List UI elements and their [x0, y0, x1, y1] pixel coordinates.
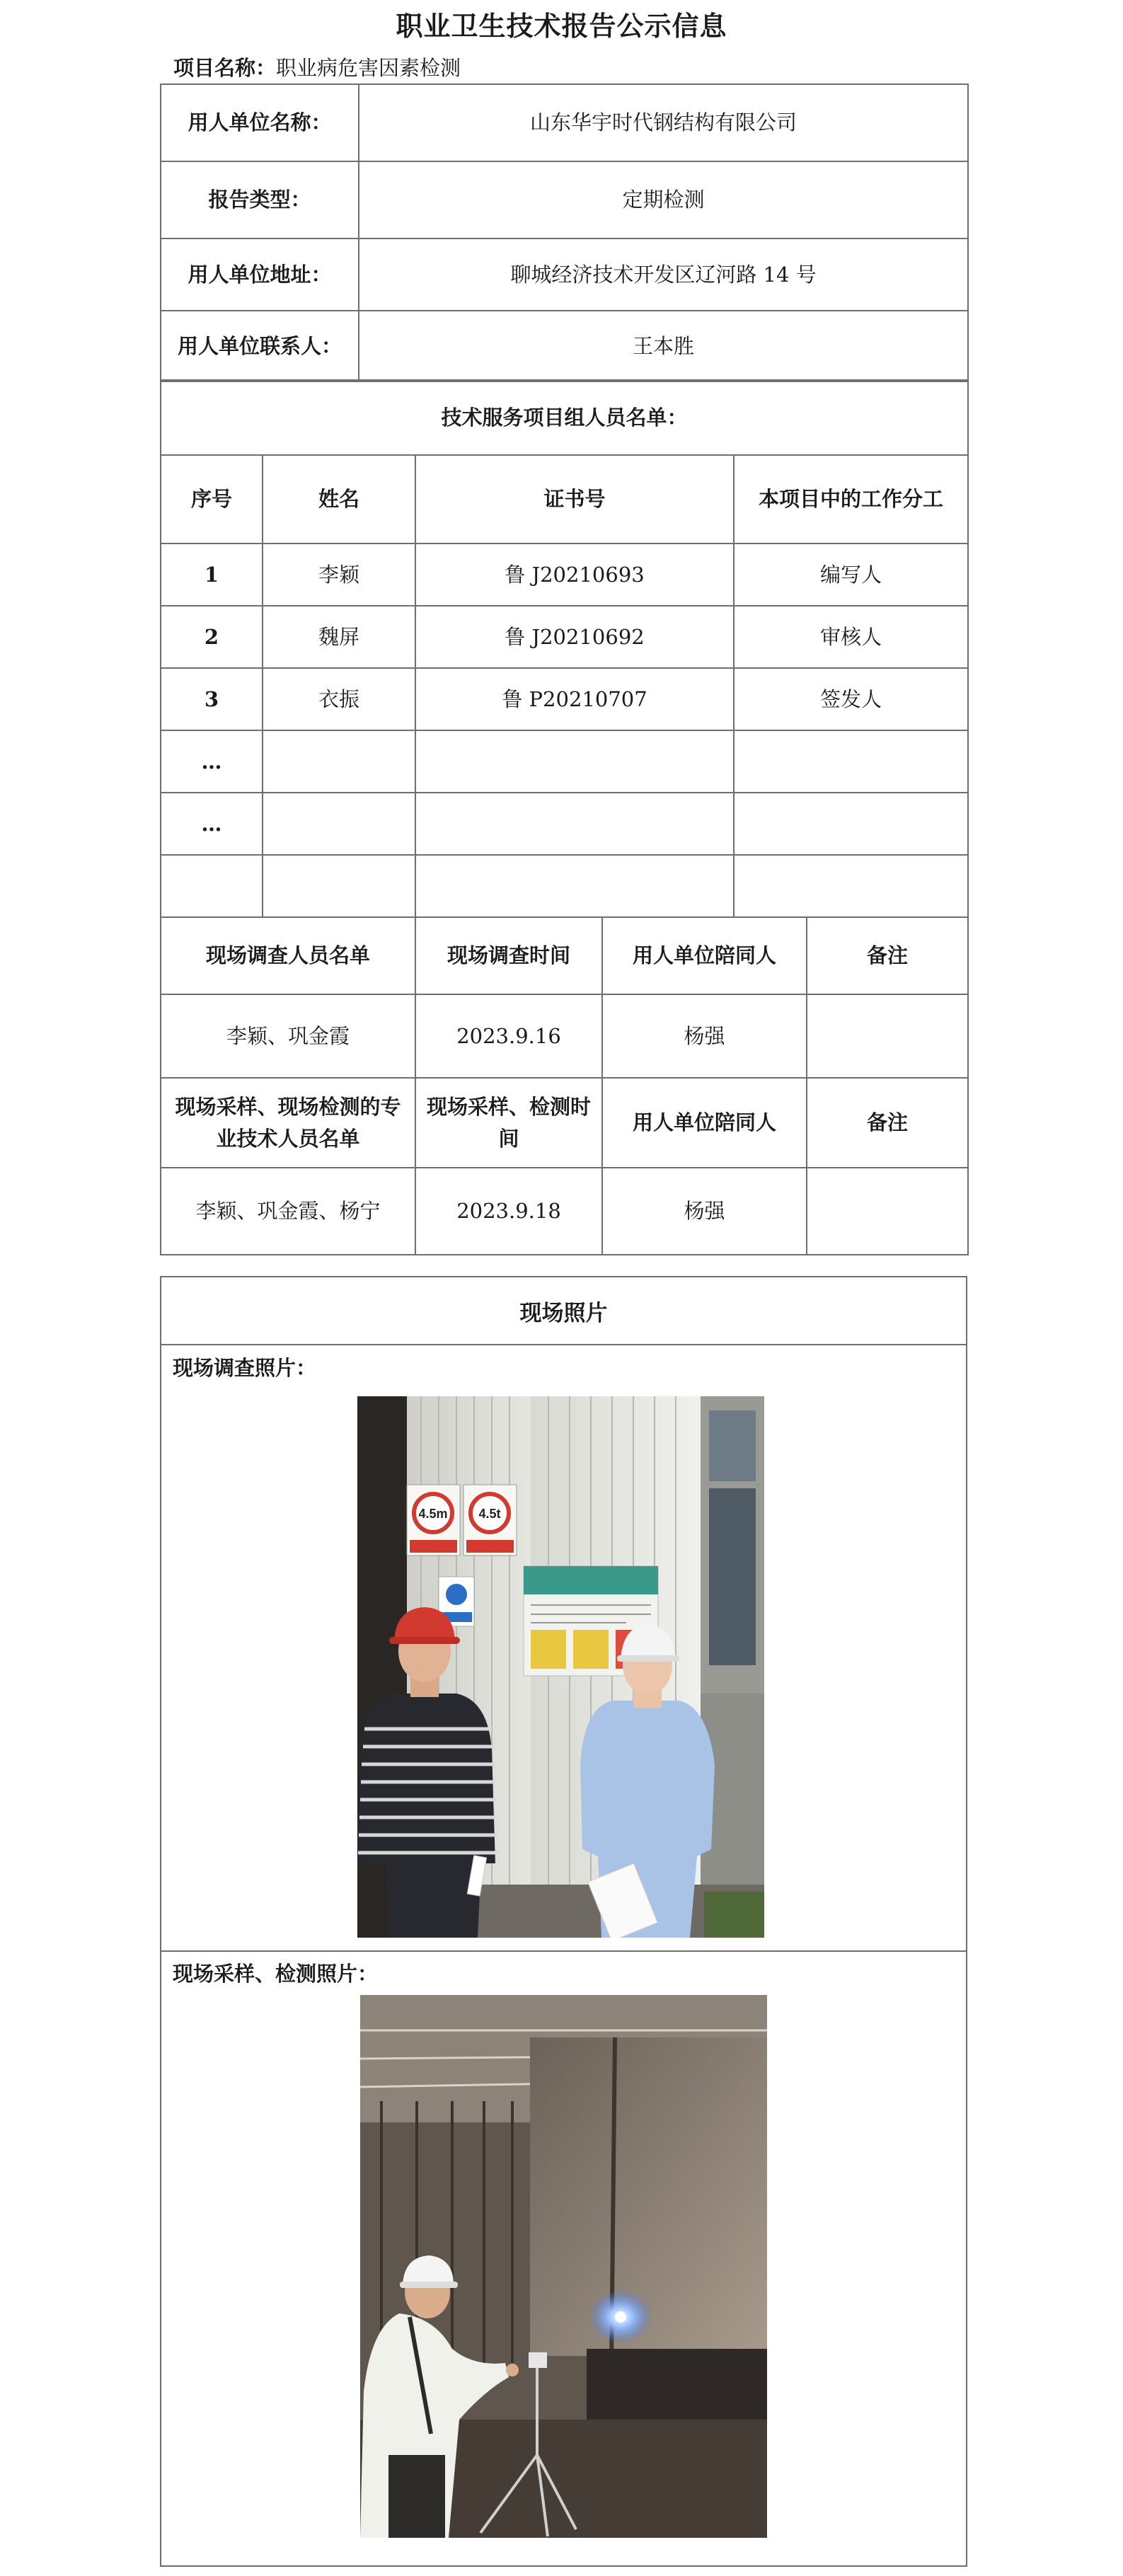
- survey-staff-value: 李颖、巩金霞: [161, 994, 415, 1078]
- table-row: [161, 544, 968, 606]
- row-cert: [415, 855, 734, 917]
- survey-time-value: 2023.9.16: [415, 994, 602, 1078]
- info-row-contact: [161, 311, 968, 381]
- survey-photo: [357, 1396, 764, 1938]
- unit-name-label: 用人单位名称：: [161, 84, 359, 161]
- sampling-data-row: [161, 1168, 968, 1255]
- table-row: [161, 793, 968, 855]
- unit-contact-label: 用人单位联系人：: [161, 311, 359, 381]
- row-no: 3: [161, 668, 263, 730]
- col-header-cert: 证书号: [415, 455, 734, 544]
- row-name: 魏屏: [263, 606, 415, 668]
- row-role: [734, 793, 968, 855]
- survey-header-row: [161, 917, 968, 994]
- col-header-role: 本项目中的工作分工: [734, 455, 968, 544]
- sampling-photo: [360, 1995, 767, 2538]
- survey-time-header: 现场调查时间: [415, 917, 602, 994]
- row-no: …: [161, 730, 263, 793]
- sampling-photo-image: [360, 1995, 767, 2538]
- row-role: 审核人: [734, 606, 968, 668]
- col-header-no: 序号: [161, 455, 263, 544]
- unit-name-value: 山东华宇时代钢结构有限公司: [359, 84, 968, 161]
- row-cert: 鲁 J20210692: [415, 606, 734, 668]
- sampling-escort-header: 用人单位陪同人: [602, 1078, 807, 1168]
- table-row: [161, 855, 968, 917]
- row-name: [263, 730, 415, 793]
- unit-info-table: [160, 84, 969, 382]
- unit-address-label: 用人单位地址：: [161, 238, 359, 311]
- row-no: 2: [161, 606, 263, 668]
- sampling-staff-header: 现场采样、现场检测的专业技术人员名单: [161, 1078, 415, 1168]
- info-row-report-type: [161, 161, 968, 238]
- row-role: [734, 855, 968, 917]
- row-no: [161, 855, 263, 917]
- row-no: 1: [161, 544, 263, 606]
- survey-note-value: [807, 994, 968, 1078]
- project-value: 职业病危害因素检测: [276, 56, 461, 80]
- survey-note-header: 备注: [807, 917, 968, 994]
- project-label: 项目名称：: [173, 56, 277, 80]
- team-header-row: [161, 455, 968, 544]
- row-cert: [415, 730, 734, 793]
- site-photos-section: [160, 1276, 967, 2567]
- survey-data-row: [161, 994, 968, 1078]
- report-type-label: 报告类型：: [161, 161, 359, 238]
- weight-limit-sign-text: 4.5t: [478, 1507, 501, 1521]
- team-table: [160, 379, 969, 918]
- height-limit-sign-text: 4.5m: [418, 1507, 448, 1521]
- team-title: 技术服务项目组人员名单：: [161, 380, 968, 455]
- sampling-photo-caption: 现场采样、检测照片：: [173, 1962, 379, 1986]
- sampling-escort-value: 杨强: [602, 1168, 807, 1255]
- row-role: 编写人: [734, 544, 968, 606]
- sampling-time-header: 现场采样、检测时间: [415, 1078, 602, 1168]
- project-name-line: [173, 52, 461, 81]
- info-row-address: [161, 238, 968, 311]
- row-name: 李颖: [263, 544, 415, 606]
- sampling-time-value: 2023.9.18: [415, 1168, 602, 1255]
- site-photos-title: 现场照片: [161, 1277, 966, 1345]
- row-role: [734, 730, 968, 793]
- survey-escort-header: 用人单位陪同人: [602, 917, 807, 994]
- report-type-value: 定期检测: [359, 161, 968, 238]
- table-row: [161, 730, 968, 793]
- survey-staff-header: 现场调查人员名单: [161, 917, 415, 994]
- survey-table: [160, 916, 969, 1255]
- unit-contact-value: 王本胜: [359, 311, 968, 381]
- table-row: [161, 668, 968, 730]
- row-role: 签发人: [734, 668, 968, 730]
- unit-address-value: 聊城经济技术开发区辽河路 14 号: [359, 238, 968, 311]
- sampling-note-header: 备注: [807, 1078, 968, 1168]
- survey-photo-caption: 现场调查照片：: [173, 1356, 317, 1380]
- row-cert: [415, 793, 734, 855]
- sampling-note-value: [807, 1168, 968, 1255]
- photos-divider: [161, 1950, 966, 1952]
- row-name: [263, 855, 415, 917]
- survey-escort-value: 杨强: [602, 994, 807, 1078]
- col-header-name: 姓名: [263, 455, 415, 544]
- info-row-unit-name: [161, 84, 968, 161]
- row-no: …: [161, 793, 263, 855]
- row-cert: 鲁 J20210693: [415, 544, 734, 606]
- table-row: [161, 606, 968, 668]
- row-name: [263, 793, 415, 855]
- row-name: 衣振: [263, 668, 415, 730]
- survey-photo-image: [357, 1396, 764, 1938]
- document-title: 职业卫生技术报告公示信息: [396, 10, 727, 42]
- sampling-header-row: [161, 1078, 968, 1168]
- row-cert: 鲁 P20210707: [415, 668, 734, 730]
- sampling-staff-value: 李颖、巩金霞、杨宁: [161, 1168, 415, 1255]
